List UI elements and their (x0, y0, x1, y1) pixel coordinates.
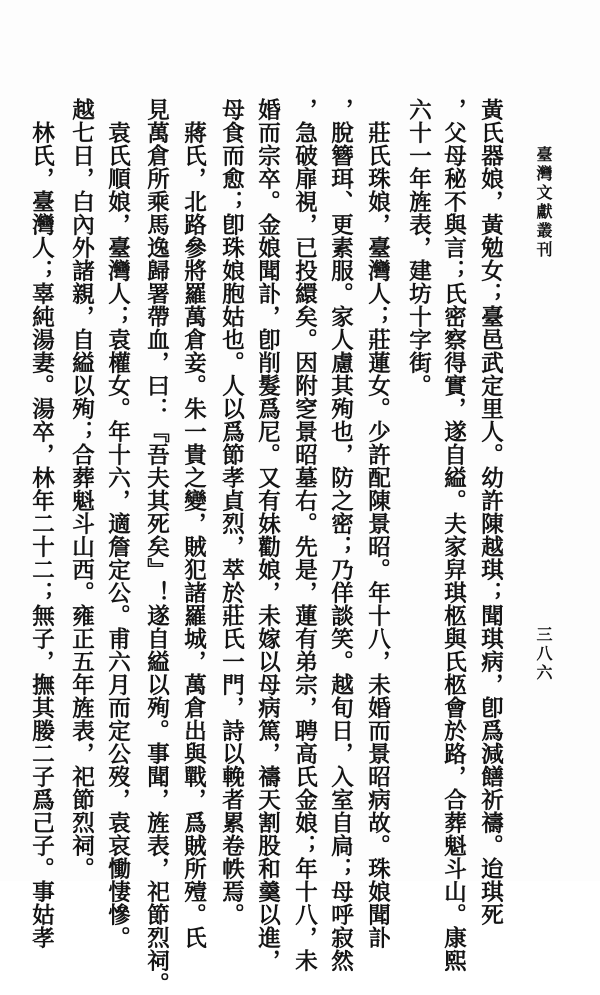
text-column: 婚而宗卒。金娘聞訃，卽削髮爲尼。又有妹勸娘，未嫁以母病篤，禱天割股和羹以進， (254, 98, 281, 972)
text-column: 越七日，白內外諸親，自縊以殉；合葬魁斗山西。雍正五年旌表，祀節烈祠。 (68, 98, 95, 880)
text-column: 莊氏珠娘，臺灣人；莊蓮女。少許配陳景昭。年十八，未婚而景昭病故。珠娘聞訃 (364, 121, 391, 949)
text-column: ，急破扉視，已投繯矣。因附窆景昭墓右。先是，蓮有弟宗，聘高氏金娘；年十八，未 (291, 98, 318, 972)
text-column: 見萬倉所乘馬逸歸署帶血，曰：『吾夫其死矣』！遂自縊以殉。事聞，旌表，祀節烈祠。 (143, 98, 170, 995)
text-column: 林氏，臺灣人；辜純湯妻。湯卒，林年二十二；無子，撫其媵二子爲己子。事姑孝 (28, 121, 55, 949)
text-column: 袁氏順娘，臺灣人；袁權女。年十六，適詹定公。甫六月而定公歿，袁哀慟悽慘。 (104, 121, 131, 949)
text-column: 六十一年旌表，建坊十字街。 (405, 98, 432, 397)
text-column: 母食而愈；卽珠娘胞姑也。人以爲節孝貞烈，萃於莊氏一門，詩以輓者累卷帙焉。 (218, 98, 245, 926)
text-column: 黃氏器娘，黃勉女；臺邑武定里人。幼許陳越琪；聞琪病，卽爲減饍祈禱。迨琪死 (477, 98, 504, 926)
running-title: 臺灣文獻叢刊 (534, 146, 553, 260)
text-column: ，脫簪珥、更素服。家人慮其殉也，防之密；乃佯談笑。越旬日，入室自扃；母呼寂然 (327, 98, 354, 972)
text-column: ，父母秘不與言；氏密察得實，遂自縊。夫家舁琪柩與氏柩會於路，合葬魁斗山。康熙 (440, 98, 467, 972)
text-column: 蔣氏，北路參將羅萬倉妾。朱一貴之變，賊犯諸羅城，萬倉出與戰，爲賊所殪。氏 (180, 121, 207, 949)
page-number: 三八六 (534, 626, 553, 683)
